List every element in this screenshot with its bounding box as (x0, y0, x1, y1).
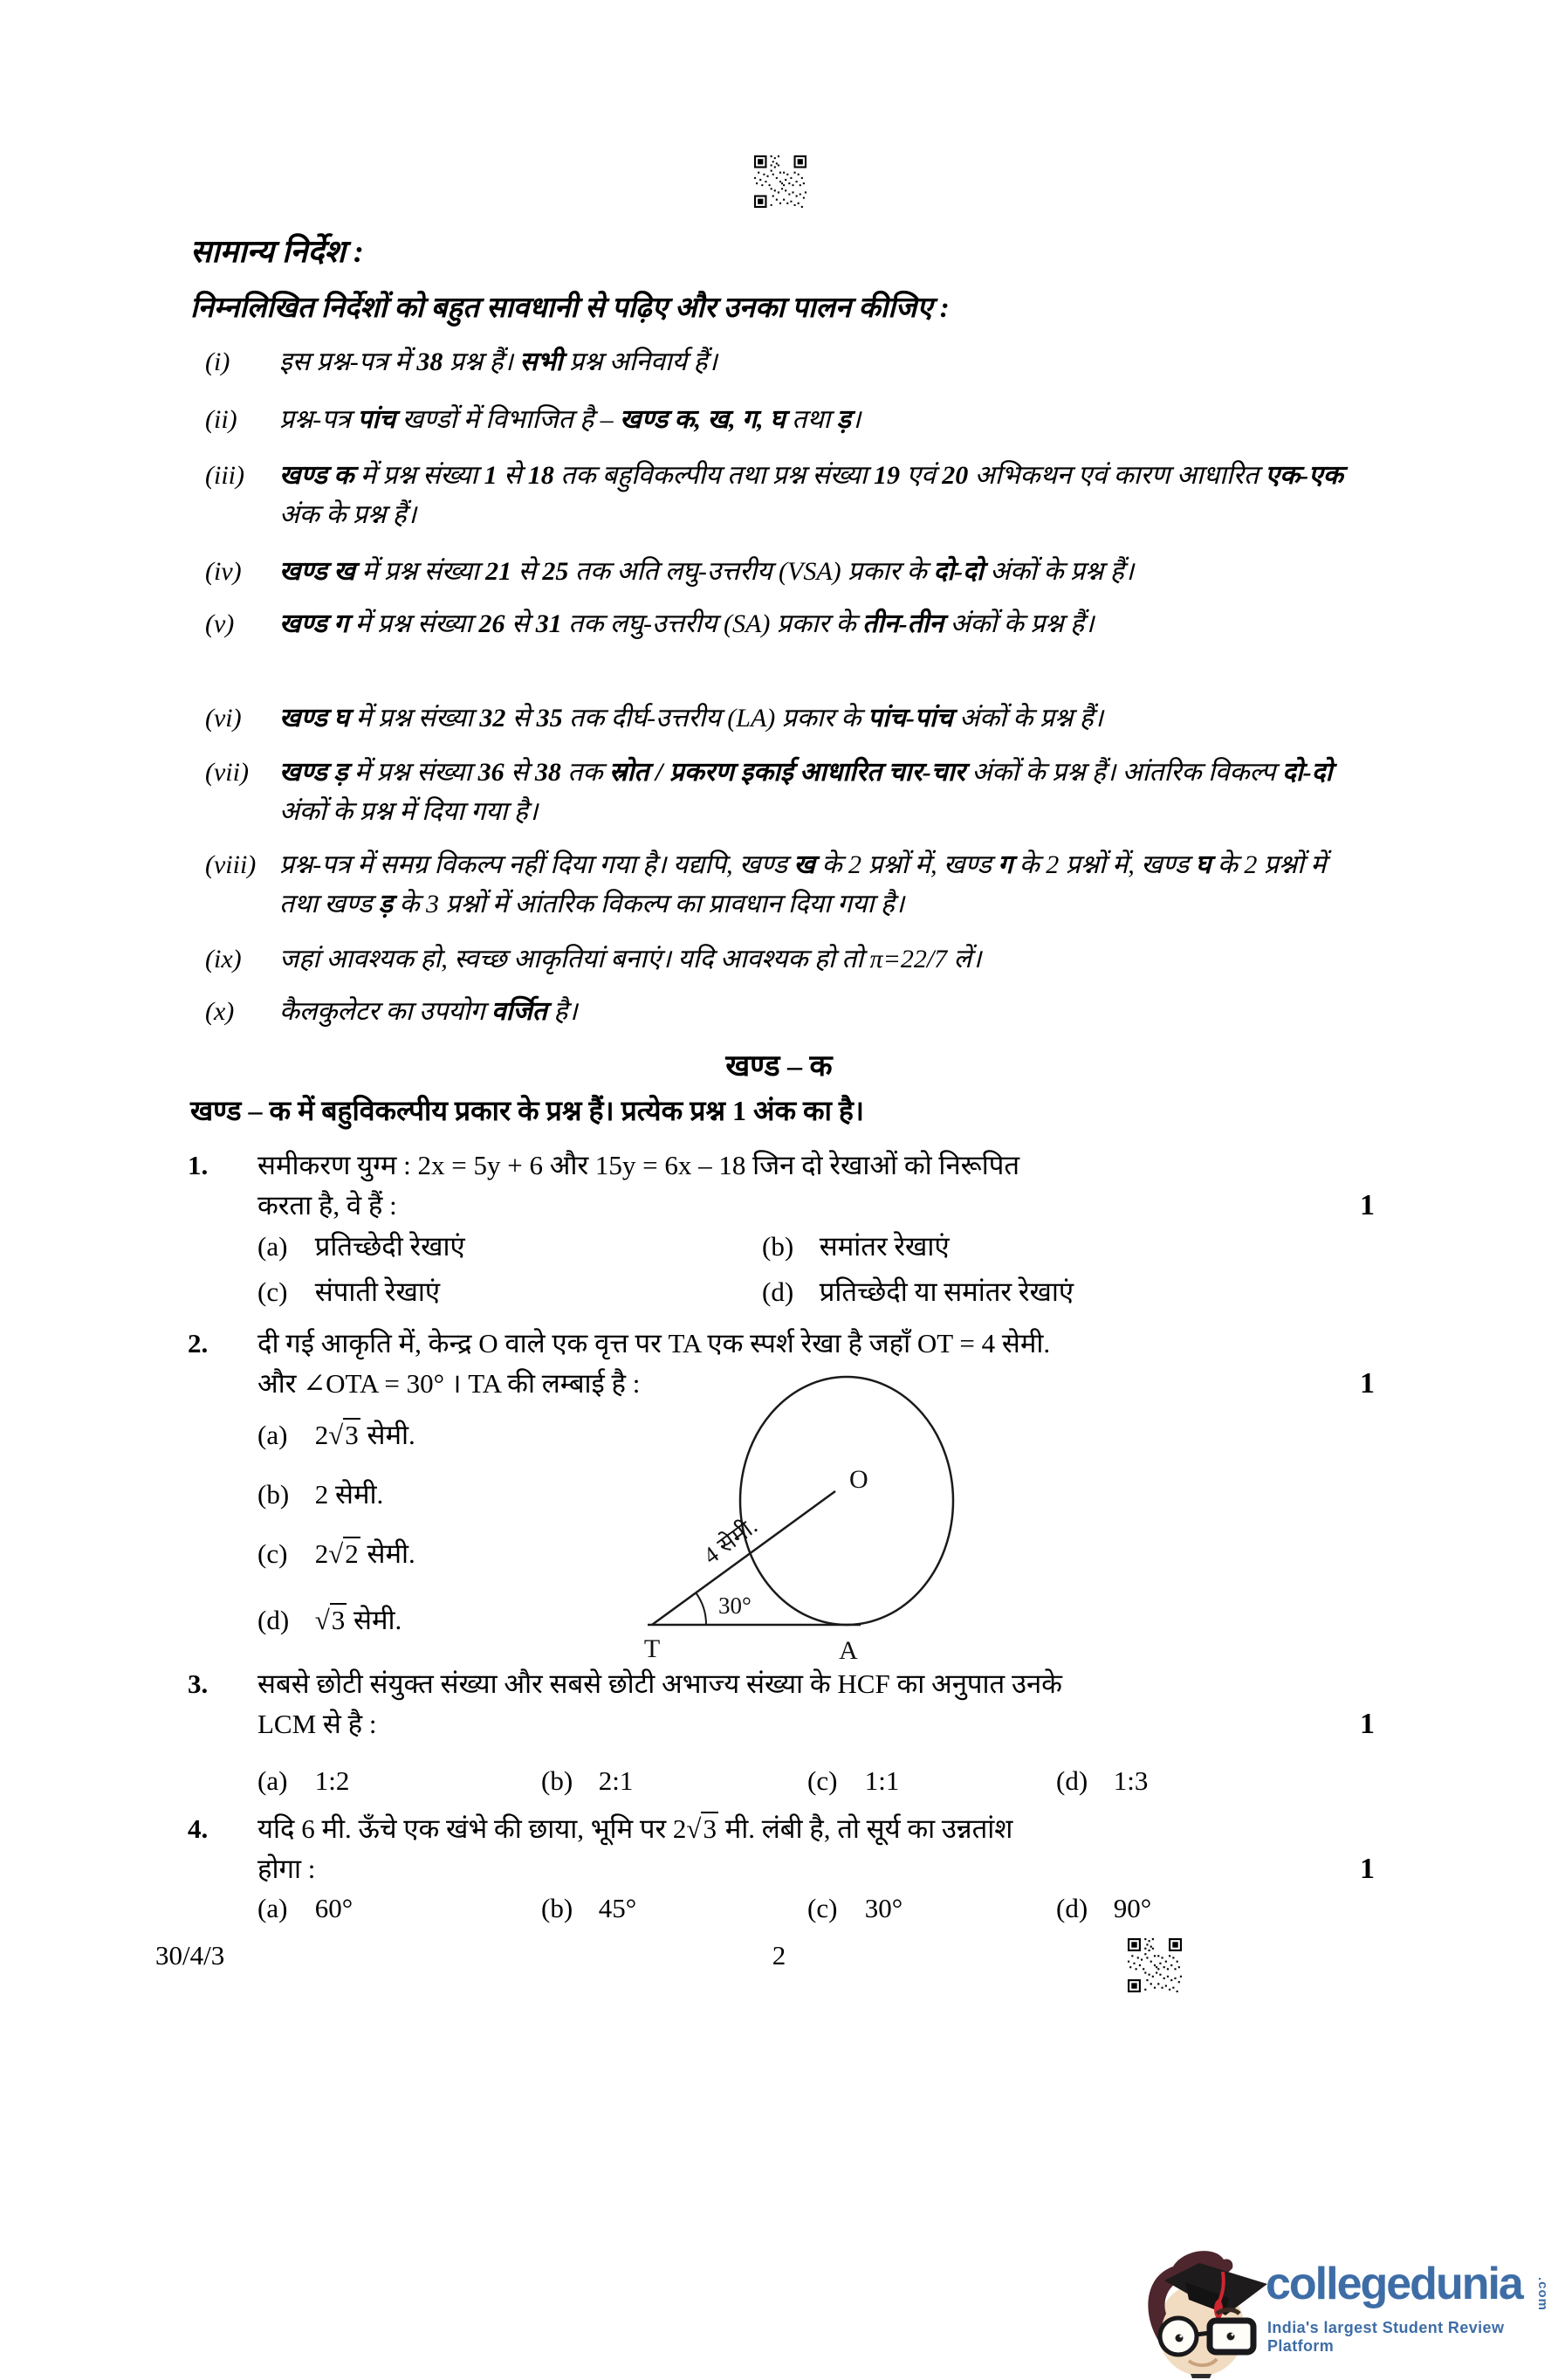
question-text: करता है, वे हैं : (257, 1190, 397, 1221)
question-line (188, 1186, 1375, 1226)
option-label: (b) (541, 1765, 573, 1796)
option-c (807, 1888, 903, 1929)
option-label: (d) (1056, 1893, 1088, 1923)
instruction-text: खण्ड घ में प्रश्न संख्या 32 से 35 तक दीर्घ-उत्तरीय (LA) प्रकार के पांच-पांच अंकों के प्रश्न हैं। (279, 704, 1104, 733)
option-text: 90° (1113, 1893, 1152, 1923)
point-A-label: A (839, 1636, 858, 1665)
question-number: 1. (188, 1150, 209, 1180)
instruction-text: कैलकुलेटर का उपयोग वर्जित है। (279, 997, 578, 1026)
instruction-item-7 (205, 753, 1366, 831)
paper-code: 30/4/3 (155, 1940, 225, 1971)
question-text: होगा : (257, 1854, 316, 1884)
question-text: और ∠OTA = 30° । TA की लम्बाई है : (257, 1368, 641, 1399)
option-text: समांतर रेखाएं (819, 1231, 950, 1262)
question-text: दी गई आकृति में, केन्द्र O वाले एक वृत्त पर TA एक स्पर्श रेखा है जहाँ OT = 4 सेमी. (257, 1328, 1051, 1359)
question-number: 3. (188, 1668, 209, 1699)
circle-tangent-diagram (602, 1359, 1004, 1673)
option-c (257, 1271, 440, 1313)
instruction-text: खण्ड क में प्रश्न संख्या 1 से 18 तक बहुविकल्पीय तथा प्रश्न संख्या 19 एवं 20 अभिकथन एवं कारण आधारित एक-एक अंक के प्रश्न हैं। (279, 461, 1343, 529)
option-text: 30° (864, 1893, 903, 1923)
option-b (541, 1888, 636, 1929)
question-1 (188, 1145, 1375, 1307)
angle-label: 30° (718, 1592, 752, 1619)
general-instructions-heading: सामान्य निर्देश : (190, 234, 364, 269)
marks-badge: 1 (1360, 1189, 1375, 1221)
instruction-number: (iii) (205, 461, 244, 490)
question-text: समीकरण युग्म : 2x = 5y + 6 और 15y = 6x – 18 जिन दो रेखाओं को निरूपित (257, 1150, 1020, 1180)
option-label: (b) (541, 1893, 573, 1923)
option-label: (d) (257, 1605, 290, 1635)
option-label: (c) (807, 1765, 838, 1796)
instruction-item-8 (205, 845, 1366, 924)
option-a (257, 1760, 349, 1802)
option-text: 60° (314, 1893, 353, 1923)
option-text: प्रतिच्छेदी या समांतर रेखाएं (819, 1276, 1074, 1307)
option-a (257, 1888, 353, 1929)
option-text: 1:1 (864, 1765, 900, 1796)
instruction-number: (x) (205, 997, 235, 1026)
instruction-item-3 (205, 456, 1366, 534)
instruction-text: खण्ड ग में प्रश्न संख्या 26 से 31 तक लघु-उत्तरीय (SA) प्रकार के तीन-तीन अंकों के प्रश्न हैं। (279, 609, 1095, 638)
option-label: (c) (807, 1893, 838, 1923)
option-label: (a) (257, 1893, 288, 1923)
instruction-item-6 (205, 698, 1366, 738)
option-c (257, 1533, 415, 1575)
option-label: (b) (257, 1479, 290, 1510)
question-line (188, 1849, 1375, 1889)
instruction-number: (viii) (205, 850, 257, 879)
instruction-number: (ix) (205, 945, 242, 973)
option-label: (a) (257, 1420, 288, 1450)
option-label: (a) (257, 1765, 288, 1796)
graduate-mascot-icon (1138, 2228, 1269, 2378)
question-text: सबसे छोटी संयुक्त संख्या और सबसे छोटी अभाज्य संख्या के HCF का अनुपात उनके (257, 1668, 1062, 1699)
question-line (188, 1664, 1375, 1704)
instruction-text: खण्ड ख में प्रश्न संख्या 21 से 25 तक अति लघु-उत्तरीय (VSA) प्रकार के दो-दो अंकों के प्रश्न हैं। (279, 557, 1135, 586)
instruction-item-9 (205, 939, 1366, 979)
question-4 (188, 1809, 1375, 1923)
option-label: (c) (257, 1538, 288, 1569)
instruction-text: जहां आवश्यक हो, स्वच्छ आकृतियां बनाएं। यदि आवश्यक हो तो π=22/7 लें। (279, 945, 982, 973)
option-b (257, 1474, 383, 1516)
instruction-item-2 (205, 400, 1366, 439)
question-number: 2. (188, 1328, 209, 1359)
section-note: खण्ड – क में बहुविकल्पीय प्रकार के प्रश्न हैं। प्रत्येक प्रश्न 1 अंक का है। (190, 1095, 865, 1126)
question-number: 4. (188, 1813, 209, 1844)
page-number: 2 (772, 1940, 786, 1971)
circle (740, 1377, 953, 1625)
option-text: √3 सेमी. (314, 1605, 402, 1635)
point-T-label: T (643, 1634, 661, 1663)
radius-length-label: 4 सेमी. (698, 1512, 763, 1570)
instruction-item-5 (205, 604, 1366, 643)
option-a (257, 1226, 465, 1268)
question-line (188, 1145, 1375, 1186)
brand-domain-suffix: .com (1535, 2277, 1550, 2312)
option-d (1056, 1760, 1148, 1802)
option-text: प्रतिच्छेदी रेखाएं (314, 1231, 465, 1262)
option-a (257, 1414, 415, 1456)
instruction-item-1 (205, 342, 1366, 382)
option-text: 1:2 (314, 1765, 350, 1796)
instruction-number: (ii) (205, 405, 237, 434)
general-instructions-intro: निम्नलिखित निर्देशों को बहुत सावधानी से पढ़िए और उनका पालन कीजिए : (190, 292, 950, 324)
instruction-item-4 (205, 552, 1366, 591)
marks-badge: 1 (1360, 1853, 1375, 1885)
instruction-number: (vi) (205, 704, 242, 733)
question-text: LCM से है : (257, 1709, 377, 1739)
option-text: 2√3 सेमी. (314, 1420, 415, 1450)
option-text: संपाती रेखाएं (314, 1276, 441, 1307)
option-text: 2 सेमी. (314, 1479, 384, 1510)
question-text: यदि 6 मी. ऊँचे एक खंभे की छाया, भूमि पर 2√3 मी. लंबी है, तो सूर्य का उन्नतांश (257, 1813, 1013, 1844)
option-d (1056, 1888, 1151, 1929)
option-c (807, 1760, 899, 1802)
angle-arc (696, 1592, 706, 1625)
collegedunia-logo (1136, 2226, 1555, 2380)
option-label: (c) (257, 1276, 288, 1307)
instruction-number: (vii) (205, 758, 249, 787)
option-text: 2√2 सेमी. (314, 1538, 415, 1569)
option-text: 1:3 (1113, 1765, 1149, 1796)
option-d (257, 1599, 402, 1641)
instruction-item-10 (205, 992, 1366, 1031)
question-3 (188, 1664, 1375, 1796)
marks-badge: 1 (1360, 1367, 1375, 1400)
option-label: (a) (257, 1231, 288, 1262)
instruction-number: (i) (205, 347, 230, 376)
section-header: खण्ड – क (725, 1050, 833, 1083)
option-label: (d) (1056, 1765, 1088, 1796)
brand-tagline: India's largest Student Review Platform (1267, 2319, 1505, 2355)
option-text: 2:1 (598, 1765, 634, 1796)
option-d (762, 1271, 1074, 1313)
option-text: 45° (598, 1893, 637, 1923)
instruction-text: खण्ड ड़ में प्रश्न संख्या 36 से 38 तक स्रोत / प्रकरण इकाई आधारित चार-चार अंकों के प्रश्न हैं। आंतरिक विकल्प दो-दो अंकों के प्रश्न में दिया गया है। (279, 758, 1333, 826)
instruction-text: प्रश्न-पत्र में समग्र विकल्प नहीं दिया गया है। यद्यपि, खण्ड ख के 2 प्रश्नों में, खण्ड ग के 2 प्रश्नों में, खण्ड घ के 2 प्रश्नों में तथा खण्ड ड़ के 3 प्रश्नों में आंतरिक विकल्प का प्रावधान दिया गया है। (279, 850, 1327, 918)
question-line (188, 1809, 1375, 1849)
question-line (188, 1704, 1375, 1744)
option-label: (b) (762, 1231, 794, 1262)
instruction-number: (iv) (205, 557, 242, 586)
instruction-number: (v) (205, 609, 235, 638)
qr-code-bottom (1128, 1938, 1182, 1992)
marks-badge: 1 (1360, 1708, 1375, 1740)
center-label: O (849, 1465, 868, 1494)
option-label: (d) (762, 1276, 794, 1307)
brand-wordmark: collegedunia (1266, 2259, 1522, 2309)
qr-code-top (754, 155, 806, 208)
instruction-text: प्रश्न-पत्र पांच खण्डों में विभाजित है – खण्ड क, ख, ग, घ तथा ड़। (279, 405, 861, 434)
option-b (762, 1226, 950, 1268)
option-b (541, 1760, 633, 1802)
instruction-text: इस प्रश्न-पत्र में 38 प्रश्न हैं। सभी प्रश्न अनिवार्य हैं। (279, 347, 717, 376)
